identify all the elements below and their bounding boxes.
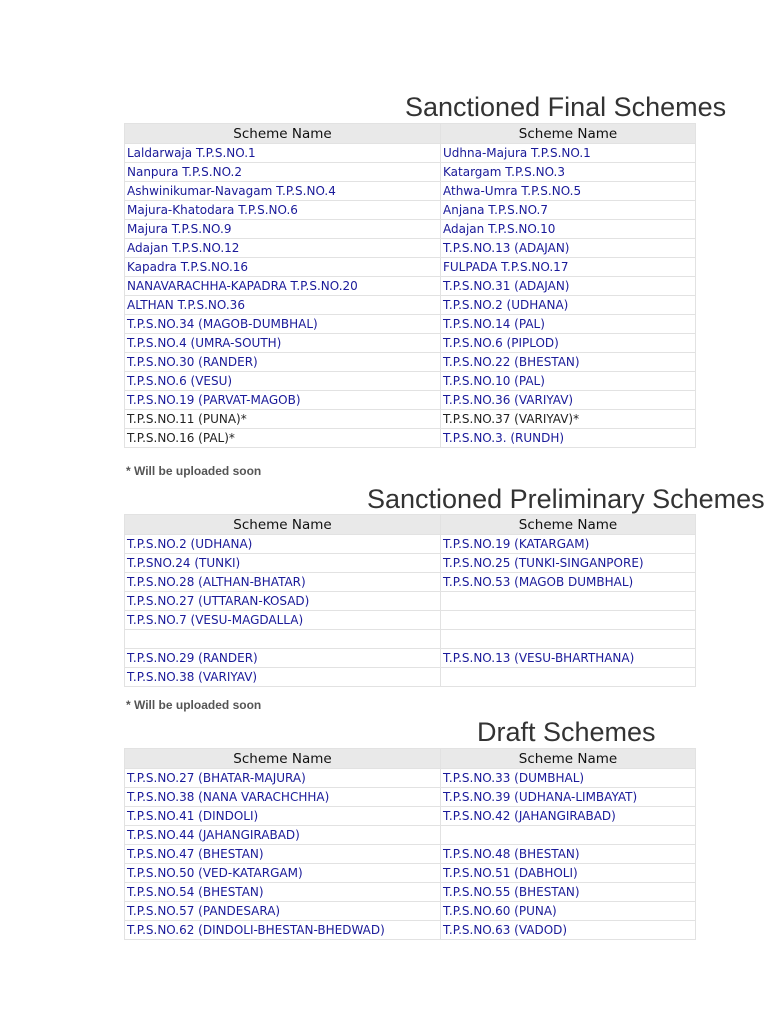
preliminary-schemes-table — [124, 514, 696, 687]
scheme-link[interactable]: T.P.S.NO.63 (VADOD) — [441, 921, 696, 940]
table-row — [125, 883, 696, 902]
scheme-link[interactable]: Majura T.P.S.NO.9 — [125, 220, 441, 239]
scheme-link[interactable]: T.P.S.NO.27 (BHATAR-MAJURA) — [125, 769, 441, 788]
table-row — [125, 372, 696, 391]
scheme-link[interactable]: T.P.S.NO.38 (NANA VARACHCHHA) — [125, 788, 441, 807]
scheme-link[interactable]: T.P.S.NO.44 (JAHANGIRABAD) — [125, 826, 441, 845]
scheme-link[interactable]: Udhna-Majura T.P.S.NO.1 — [441, 144, 696, 163]
preliminary-schemes-heading: Sanctioned Preliminary Schemes — [367, 484, 765, 514]
draft-schemes-table — [124, 748, 696, 940]
scheme-link[interactable]: T.P.S.NO.62 (DINDOLI-BHESTAN-BHEDWAD) — [125, 921, 441, 940]
table-row — [125, 535, 696, 554]
scheme-link[interactable]: ALTHAN T.P.S.NO.36 — [125, 296, 441, 315]
table-row — [125, 239, 696, 258]
scheme-link[interactable]: T.P.S.NO.50 (VED-KATARGAM) — [125, 864, 441, 883]
scheme-link — [441, 826, 696, 845]
scheme-link[interactable]: FULPADA T.P.S.NO.17 — [441, 258, 696, 277]
scheme-link[interactable]: T.P.S.NO.47 (BHESTAN) — [125, 845, 441, 864]
scheme-link[interactable]: T.P.S.NO.14 (PAL) — [441, 315, 696, 334]
table-row — [125, 277, 696, 296]
scheme-link[interactable]: T.P.S.NO.11 (PUNA)* — [125, 410, 441, 429]
scheme-link[interactable]: NANAVARACHHA-KAPADRA T.P.S.NO.20 — [125, 277, 441, 296]
scheme-link[interactable]: Anjana T.P.S.NO.7 — [441, 201, 696, 220]
scheme-link[interactable]: Adajan T.P.S.NO.10 — [441, 220, 696, 239]
scheme-link[interactable]: T.P.S.NO.2 (UDHANA) — [125, 535, 441, 554]
table-row — [125, 573, 696, 592]
scheme-link[interactable]: T.P.S.NO.29 (RANDER) — [125, 649, 441, 668]
scheme-link[interactable]: T.P.S.NO.54 (BHESTAN) — [125, 883, 441, 902]
table-row — [125, 788, 696, 807]
scheme-link[interactable]: T.P.S.NO.53 (MAGOB DUMBHAL) — [441, 573, 696, 592]
table-row — [125, 864, 696, 883]
scheme-link[interactable]: T.P.S.NO.25 (TUNKI-SINGANPORE) — [441, 554, 696, 573]
scheme-link[interactable]: T.P.S.NO.57 (PANDESARA) — [125, 902, 441, 921]
scheme-link[interactable]: T.P.S.NO.13 (VESU-BHARTHANA) — [441, 649, 696, 668]
scheme-link[interactable]: Nanpura T.P.S.NO.2 — [125, 163, 441, 182]
scheme-link[interactable]: T.P.S.NO.51 (DABHOLI) — [441, 864, 696, 883]
table-header-row — [125, 749, 696, 769]
scheme-link[interactable]: T.P.S.NO.48 (BHESTAN) — [441, 845, 696, 864]
upload-note: * Will be uploaded soon — [126, 698, 262, 712]
table-row — [125, 630, 696, 649]
scheme-link — [125, 630, 441, 649]
scheme-link[interactable]: T.P.S.NO.39 (UDHANA-LIMBAYAT) — [441, 788, 696, 807]
table-row — [125, 144, 696, 163]
table-row — [125, 258, 696, 277]
table-header-row — [125, 124, 696, 144]
table-row — [125, 391, 696, 410]
scheme-link[interactable]: Adajan T.P.S.NO.12 — [125, 239, 441, 258]
scheme-link — [441, 630, 696, 649]
table-row — [125, 592, 696, 611]
scheme-link[interactable]: T.P.S.NO.22 (BHESTAN) — [441, 353, 696, 372]
table-row — [125, 296, 696, 315]
column-header: Scheme Name — [125, 749, 441, 769]
scheme-link[interactable]: Katargam T.P.S.NO.3 — [441, 163, 696, 182]
table-row — [125, 921, 696, 940]
column-header: Scheme Name — [125, 124, 441, 144]
scheme-link[interactable]: T.P.S.NO.19 (KATARGAM) — [441, 535, 696, 554]
scheme-link[interactable]: T.P.S.NO.38 (VARIYAV) — [125, 668, 441, 687]
table-row — [125, 807, 696, 826]
table-row — [125, 410, 696, 429]
table-row — [125, 554, 696, 573]
scheme-link[interactable]: T.P.S.NO.3. (RUNDH) — [441, 429, 696, 448]
scheme-link[interactable]: T.P.S.NO.6 (PIPLOD) — [441, 334, 696, 353]
scheme-link[interactable]: T.P.S.NO.4 (UMRA-SOUTH) — [125, 334, 441, 353]
table-row — [125, 220, 696, 239]
scheme-link[interactable]: T.P.S.NO.27 (UTTARAN-KOSAD) — [125, 592, 441, 611]
scheme-link[interactable]: T.P.S.NO.41 (DINDOLI) — [125, 807, 441, 826]
scheme-link[interactable]: Kapadra T.P.S.NO.16 — [125, 258, 441, 277]
column-header: Scheme Name — [441, 124, 696, 144]
table-header-row — [125, 515, 696, 535]
scheme-link — [441, 611, 696, 630]
draft-schemes-heading: Draft Schemes — [477, 717, 656, 747]
scheme-link[interactable]: Athwa-Umra T.P.S.NO.5 — [441, 182, 696, 201]
final-schemes-table — [124, 123, 696, 448]
column-header: Scheme Name — [441, 515, 696, 535]
table-row — [125, 315, 696, 334]
table-row — [125, 611, 696, 630]
table-row — [125, 353, 696, 372]
scheme-link[interactable]: T.P.S.NO.2 (UDHANA) — [441, 296, 696, 315]
scheme-link[interactable]: T.P.SNO.24 (TUNKI) — [125, 554, 441, 573]
scheme-link[interactable]: T.P.S.NO.30 (RANDER) — [125, 353, 441, 372]
scheme-link[interactable]: T.P.S.NO.16 (PAL)* — [125, 429, 441, 448]
table-row — [125, 182, 696, 201]
table-row — [125, 845, 696, 864]
scheme-link — [441, 592, 696, 611]
scheme-link[interactable]: T.P.S.NO.60 (PUNA) — [441, 902, 696, 921]
scheme-link[interactable]: T.P.S.NO.7 (VESU-MAGDALLA) — [125, 611, 441, 630]
scheme-link[interactable]: Majura-Khatodara T.P.S.NO.6 — [125, 201, 441, 220]
scheme-link[interactable]: T.P.S.NO.10 (PAL) — [441, 372, 696, 391]
scheme-link[interactable]: T.P.S.NO.37 (VARIYAV)* — [441, 410, 696, 429]
upload-note: * Will be uploaded soon — [126, 464, 262, 478]
table-row — [125, 902, 696, 921]
column-header: Scheme Name — [125, 515, 441, 535]
scheme-link[interactable]: T.P.S.NO.19 (PARVAT-MAGOB) — [125, 391, 441, 410]
table-row — [125, 429, 696, 448]
scheme-link[interactable]: T.P.S.NO.33 (DUMBHAL) — [441, 769, 696, 788]
table-row — [125, 769, 696, 788]
scheme-link[interactable]: Laldarwaja T.P.S.NO.1 — [125, 144, 441, 163]
scheme-link[interactable]: T.P.S.NO.42 (JAHANGIRABAD) — [441, 807, 696, 826]
table-row — [125, 163, 696, 182]
table-row — [125, 201, 696, 220]
table-row — [125, 649, 696, 668]
scheme-link — [441, 668, 696, 687]
scheme-link[interactable]: T.P.S.NO.34 (MAGOB-DUMBHAL) — [125, 315, 441, 334]
scheme-link[interactable]: T.P.S.NO.31 (ADAJAN) — [441, 277, 696, 296]
scheme-link[interactable]: T.P.S.NO.28 (ALTHAN-BHATAR) — [125, 573, 441, 592]
final-schemes-heading: Sanctioned Final Schemes — [405, 92, 727, 122]
scheme-link[interactable]: T.P.S.NO.55 (BHESTAN) — [441, 883, 696, 902]
table-row — [125, 334, 696, 353]
scheme-link[interactable]: T.P.S.NO.6 (VESU) — [125, 372, 441, 391]
scheme-link[interactable]: T.P.S.NO.36 (VARIYAV) — [441, 391, 696, 410]
column-header: Scheme Name — [441, 749, 696, 769]
scheme-link[interactable]: T.P.S.NO.13 (ADAJAN) — [441, 239, 696, 258]
scheme-link[interactable]: Ashwinikumar-Navagam T.P.S.NO.4 — [125, 182, 441, 201]
table-row — [125, 826, 696, 845]
table-row — [125, 668, 696, 687]
